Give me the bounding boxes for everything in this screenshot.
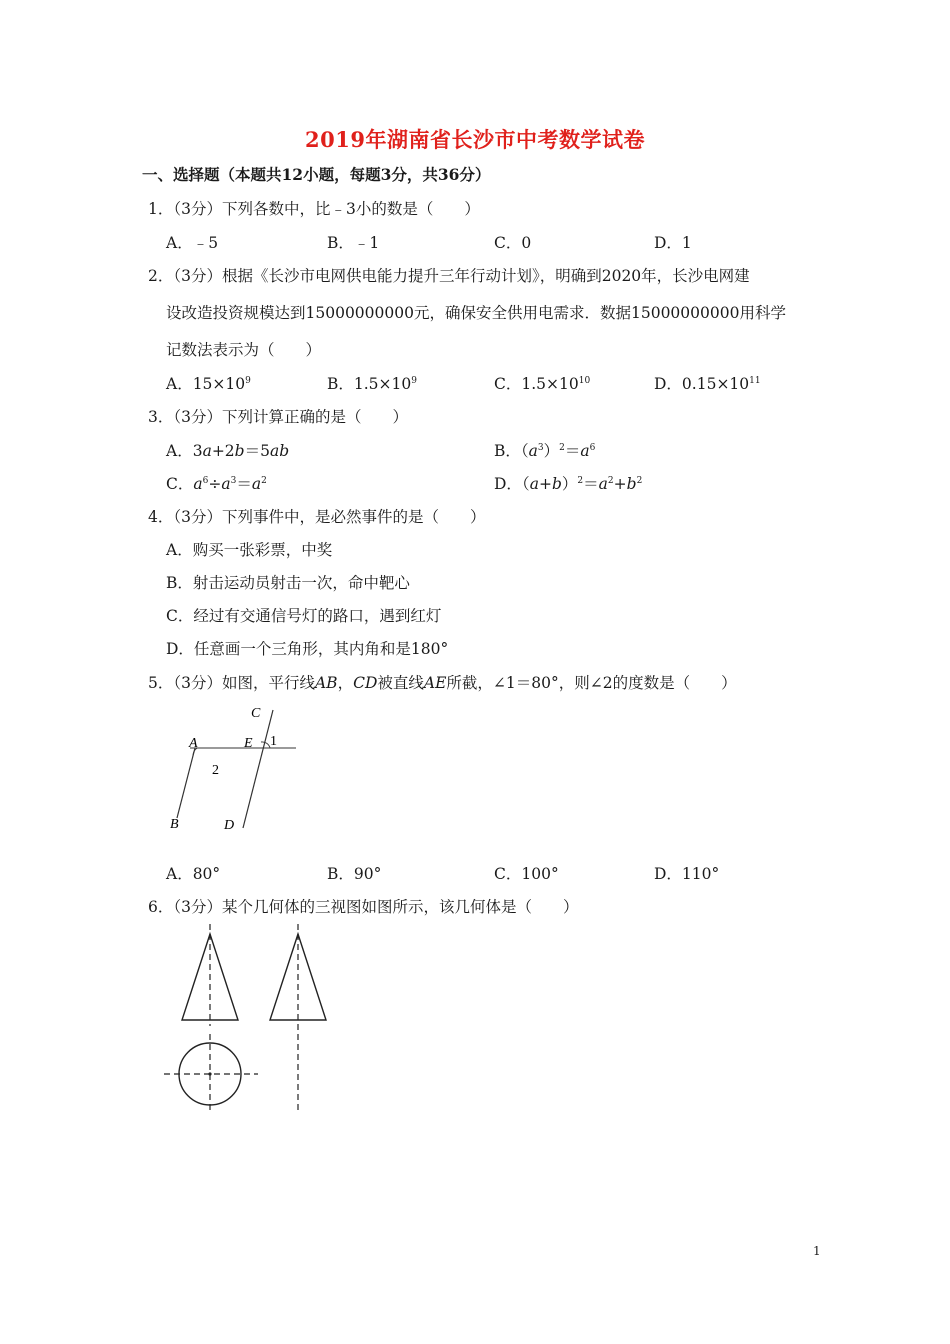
question-3-option-c: C．$a^6\div a^3=a^2$ <box>166 475 267 493</box>
parallel-lines-figure <box>160 700 310 840</box>
question-2-option-b: B．$1.5\times 10^9$ <box>327 375 417 393</box>
front-view <box>182 924 238 1026</box>
line-cd <box>243 710 273 828</box>
question-1-option-a: A．﹣5 <box>166 234 219 252</box>
question-2-stem-line1: 2．（3分）根据《长沙市电网供电能力提升三年行动计划》，明确到2020年，长沙电网建 <box>148 267 750 285</box>
question-4-option-a: A．购买一张彩票，中奖 <box>166 541 333 559</box>
question-2-option-d: D．$0.15\times 10^{11}$ <box>654 375 761 393</box>
question-2-option-c: C．$1.5\times 10^{10}$ <box>494 375 591 393</box>
question-1-option-d: D．1 <box>654 234 692 252</box>
question-2-stem-line3: 记数法表示为（ ） <box>166 341 322 359</box>
question-1-stem: 1．（3分）下列各数中，比﹣3小的数是（ ） <box>148 200 480 218</box>
question-3-option-b: B．$(a^3)^2=a^6$ <box>494 442 596 460</box>
top-view <box>164 1034 258 1114</box>
label-1: 1 <box>270 734 277 749</box>
question-2-stem-line2: 设改造投资规模达到15000000000元，确保安全供用电需求．数据15000000000用科学 <box>166 304 786 322</box>
three-view-figure <box>160 922 340 1118</box>
question-5-stem: 5．（3分）如图，平行线AB，CD被直线AE所截，∠1＝80°，则∠2的度数是（ ） <box>148 674 737 692</box>
question-3-stem: 3．（3分）下列计算正确的是（ ） <box>148 408 408 426</box>
question-5-option-b: B．90° <box>327 865 382 883</box>
question-3-option-a: A．3a+2b＝5ab <box>166 442 290 460</box>
question-3-option-d: D．$(a+b)^2=a^2+b^2$ <box>494 475 643 493</box>
question-4-stem: 4．（3分）下列事件中，是必然事件的是（ ） <box>148 508 486 526</box>
label-2: 2 <box>212 763 219 778</box>
question-4-option-b: B．射击运动员射击一次，命中靶心 <box>166 574 410 592</box>
label-b: B <box>170 817 179 832</box>
question-1-option-c: C．0 <box>494 234 532 252</box>
question-4-option-d: D．任意画一个三角形，其内角和是180° <box>166 640 449 658</box>
label-c: C <box>251 706 261 721</box>
section-heading: 一、选择题（本题共12小题，每题3分，共36分） <box>142 165 491 184</box>
question-5-option-d: D．110° <box>654 865 720 883</box>
question-4-option-c: C．经过有交通信号灯的路口，遇到红灯 <box>166 607 442 625</box>
question-6-stem: 6．（3分）某个几何体的三视图如图所示，该几何体是（ ） <box>148 898 579 916</box>
question-2-option-a: A．$15\times 10^9$ <box>166 375 251 393</box>
label-e: E <box>244 736 253 751</box>
page-number: 1 <box>813 1244 821 1258</box>
question-5-option-a: A．80° <box>166 865 221 883</box>
label-d: D <box>224 818 235 833</box>
question-5-option-c: C．100° <box>494 865 559 883</box>
side-view <box>270 924 326 1112</box>
page-title: 2019年湖南省长沙市中考数学试卷 <box>305 127 645 152</box>
question-1-option-b: B．﹣1 <box>327 234 380 252</box>
line-ab <box>177 748 195 818</box>
label-a: A <box>189 736 198 751</box>
